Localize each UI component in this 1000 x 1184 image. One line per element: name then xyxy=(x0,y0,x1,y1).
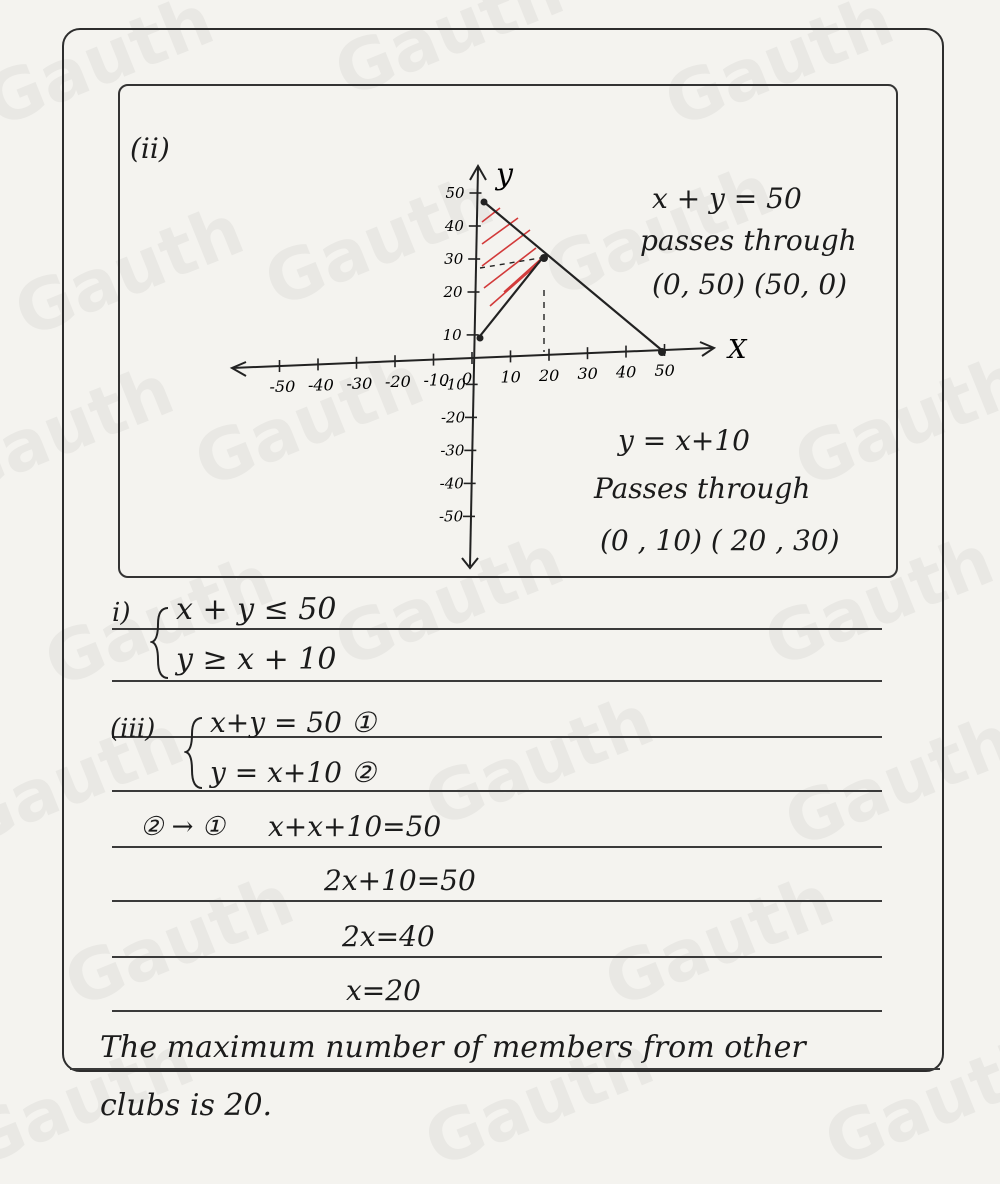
feasible-region xyxy=(482,208,542,306)
step-label: ② → ① xyxy=(140,812,225,842)
x-tick-label: 40 xyxy=(616,362,637,382)
y-tick-label: 20 xyxy=(443,283,463,301)
ruled-line xyxy=(112,1010,882,1012)
line2-passes: Passes through xyxy=(594,472,811,505)
y-axis xyxy=(470,168,478,566)
point-20-30 xyxy=(540,254,548,262)
step-expr-4: x=20 xyxy=(346,974,421,1007)
ruled-line xyxy=(112,956,882,958)
part-iii-label: (iii) xyxy=(110,714,156,744)
x-tick-label: -20 xyxy=(385,372,411,392)
line1-points: (0, 50) (50, 0) xyxy=(652,268,848,301)
ruled-line xyxy=(112,628,882,630)
conclusion-line-1: The maximum number of members from other xyxy=(100,1030,806,1065)
y-tick-label: -10 xyxy=(441,375,466,394)
line1-equation: x + y = 50 xyxy=(652,182,802,215)
guide-y30 xyxy=(480,258,540,268)
step-expr-3: 2x=40 xyxy=(342,920,435,953)
point-0-50 xyxy=(481,199,488,206)
y-tick-label: -30 xyxy=(440,441,465,460)
part-i-line-1: x + y ≤ 50 xyxy=(176,592,337,627)
part-iii-eq-2: y = x+10 ② xyxy=(210,756,376,789)
x-tick-label: -50 xyxy=(269,377,296,397)
point-50-0 xyxy=(658,348,666,356)
y-tick-label: 40 xyxy=(444,217,464,235)
line1-passes: passes through xyxy=(640,224,857,257)
y-tick-label: 30 xyxy=(444,250,464,268)
part-i-label: i) xyxy=(112,598,131,628)
x-tick-label: -30 xyxy=(346,373,373,393)
y-tick-label: -50 xyxy=(438,507,464,526)
ruled-line xyxy=(112,790,882,792)
x-tick-label: 10 xyxy=(500,367,521,387)
x-axis-label: X xyxy=(728,335,747,365)
x-tick-label: 30 xyxy=(577,364,598,384)
part-ii-label: (ii) xyxy=(130,132,170,165)
line2-equation: y = x+10 xyxy=(618,424,750,457)
part-iii-eq-1: x+y = 50 ① xyxy=(210,706,376,739)
part-iii-brace xyxy=(184,714,208,794)
x-tick-label: 0 xyxy=(462,369,473,388)
ruled-line xyxy=(70,1068,940,1070)
y-tick-label: 10 xyxy=(442,325,462,344)
y-axis-label: y xyxy=(496,157,513,192)
ruled-line xyxy=(112,900,882,902)
y-tick-label: -20 xyxy=(440,408,466,427)
y-tick-label: -40 xyxy=(439,474,464,493)
line-y-x-plus-10 xyxy=(480,256,544,336)
part-i-brace xyxy=(150,604,174,684)
x-tick-label: 50 xyxy=(654,360,675,380)
x-axis-arrow-left xyxy=(232,362,246,376)
line-x-plus-y-50 xyxy=(484,202,664,352)
line2-points: (0 , 10) ( 20 , 30) xyxy=(600,524,840,557)
step-expr-2: 2x+10=50 xyxy=(324,864,476,897)
x-tick-label: -40 xyxy=(308,375,334,395)
part-i-line-2: y ≥ x + 10 xyxy=(176,642,337,677)
point-0-10 xyxy=(477,335,484,342)
conclusion-line-2: clubs is 20. xyxy=(100,1088,273,1123)
x-tick-label: 20 xyxy=(539,365,560,385)
ruled-line xyxy=(112,846,882,848)
ruled-line xyxy=(112,680,882,682)
x-tick-label: -10 xyxy=(423,370,450,390)
step-expr-1: x+x+10=50 xyxy=(268,810,442,843)
y-tick-label: 50 xyxy=(445,184,465,202)
